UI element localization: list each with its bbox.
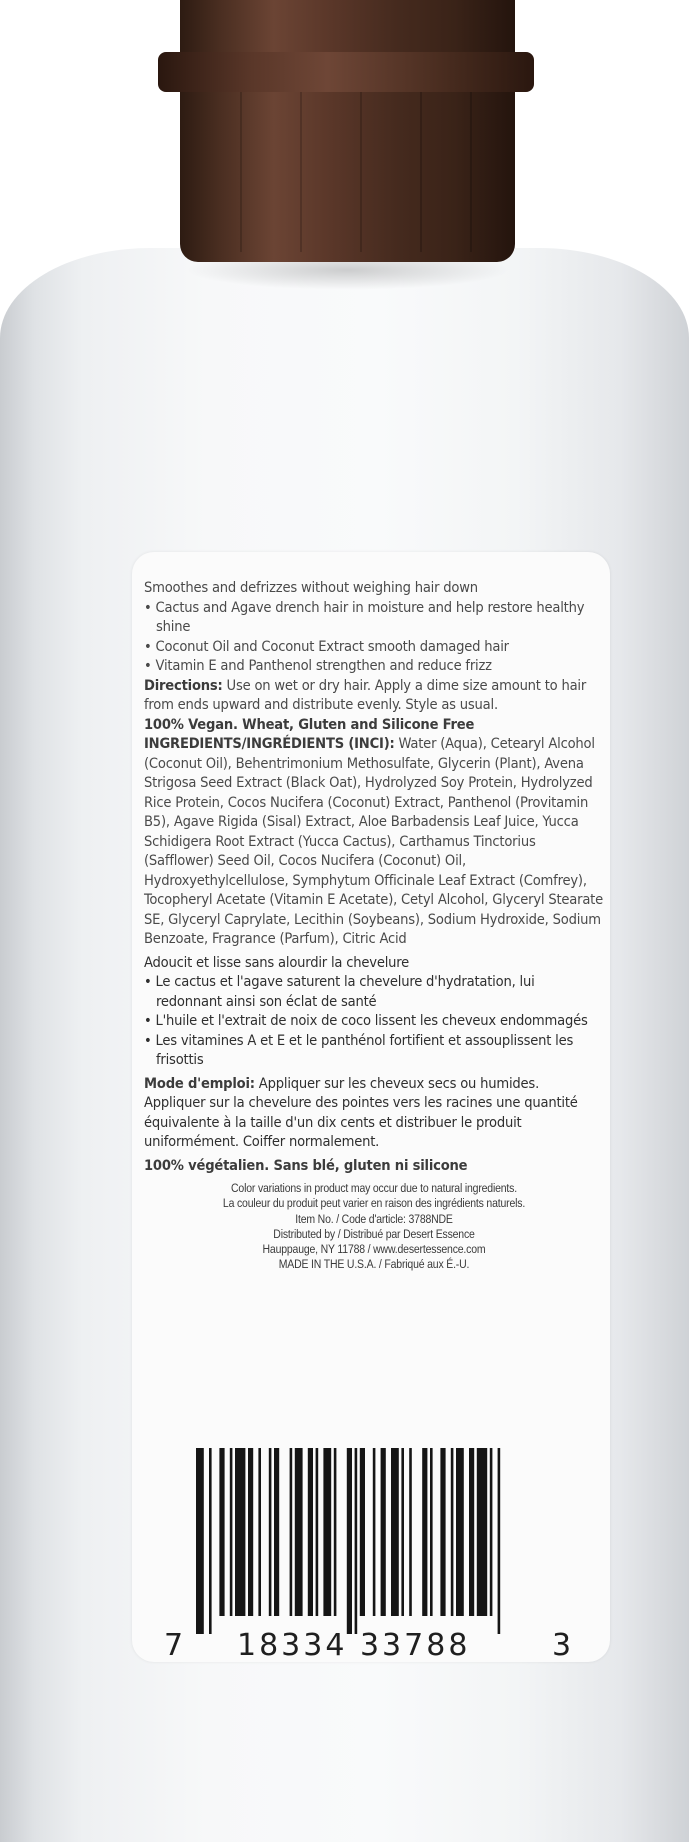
bottle-cap bbox=[180, 0, 515, 262]
barcode-bar bbox=[391, 1448, 399, 1616]
fine-print bbox=[144, 1181, 604, 1273]
ingredients-heading: INGREDIENTS/INGRÉDIENTS (INCI): bbox=[144, 735, 395, 752]
barcode-bar bbox=[334, 1448, 337, 1616]
cap-ridge bbox=[470, 92, 472, 252]
barcode-bar bbox=[360, 1448, 365, 1616]
label-text bbox=[144, 578, 604, 1273]
barcode-bar bbox=[316, 1448, 319, 1616]
fine-print-line: La couleur du produit peut varier en raison des ingrédients naturels. bbox=[222, 1196, 526, 1211]
barcode-bar bbox=[355, 1448, 358, 1634]
fine-print-line: MADE IN THE U.S.A. / Fabriqué aux É.-U. bbox=[278, 1257, 470, 1272]
barcode-bar bbox=[490, 1448, 493, 1616]
vegan-claim: 100% Vegan. Wheat, Gluten and Silicone Free bbox=[144, 715, 475, 733]
en-bullet: • Cactus and Agave drench hair in moisture and help restore healthy shine bbox=[144, 598, 585, 635]
barcode-bar bbox=[381, 1448, 386, 1616]
fr-intro: Adoucit et lisse sans alourdir la chevelure bbox=[144, 953, 410, 971]
barcode-bar bbox=[456, 1448, 464, 1616]
cap-ridge bbox=[360, 92, 362, 252]
directions-heading: Directions: bbox=[144, 676, 223, 694]
barcode-bar bbox=[308, 1448, 313, 1616]
barcode-bar bbox=[469, 1448, 474, 1616]
barcode-digit-first: 7 bbox=[164, 1628, 186, 1663]
en-bullet: • Vitamin E and Panthenol strengthen and reduce frizz bbox=[144, 657, 492, 674]
barcode-bar bbox=[230, 1448, 233, 1616]
fr-bullet: • Les vitamines A et E et le panthénol fortifient et assouplissent les frisottis bbox=[144, 1031, 574, 1068]
barcode-bar bbox=[422, 1448, 427, 1616]
barcode-bar bbox=[373, 1448, 376, 1616]
barcode-bar bbox=[258, 1448, 261, 1616]
barcode-bar bbox=[219, 1448, 224, 1616]
barcode-bar bbox=[209, 1448, 212, 1634]
en-bullet: • Coconut Oil and Coconut Extract smooth damaged hair bbox=[144, 637, 509, 655]
barcode-bar bbox=[248, 1448, 253, 1616]
fr-vegan-claim: 100% végétalien. Sans blé, gluten ni silicone bbox=[144, 1156, 468, 1174]
barcode bbox=[196, 1448, 546, 1634]
ingredients bbox=[144, 734, 604, 949]
barcode-bar bbox=[290, 1448, 293, 1616]
directions bbox=[144, 676, 604, 715]
barcode-bar bbox=[498, 1448, 501, 1634]
fr-bullet: • Le cactus et l'agave saturent la chevelure d'hydratation, lui redonnant ainsi son éclat de santé bbox=[144, 973, 535, 1010]
directions-text: Use on wet or dry hair. Apply a dime size amount to hair from ends upward and distribute evenly. Style as usual. bbox=[144, 676, 587, 713]
barcode-bar bbox=[451, 1448, 454, 1616]
fr-directions-text: Appliquer sur les cheveux secs ou humides. Appliquer sur la chevelure des pointes vers les racines une quantité équivalente à la taille d'un dix cents et distribuer le produit uniformément. Coiffer normalement. bbox=[144, 1074, 578, 1150]
barcode-bar bbox=[440, 1448, 445, 1616]
cap-ridge bbox=[300, 92, 302, 252]
barcode-bar bbox=[430, 1448, 433, 1616]
barcode-bar bbox=[347, 1448, 352, 1634]
fine-print-line: Color variations in product may occur due to natural ingredients. bbox=[231, 1181, 517, 1195]
barcode-bar bbox=[401, 1448, 404, 1616]
barcode-bar bbox=[295, 1448, 303, 1616]
barcode-digits: 18334 33788 bbox=[237, 1628, 471, 1663]
barcode-bar bbox=[477, 1448, 487, 1616]
cap-rim bbox=[158, 52, 534, 92]
fine-print-line: Item No. / Code d'article: 3788NDE bbox=[295, 1211, 453, 1226]
fr-directions-heading: Mode d'emploi: bbox=[144, 1074, 255, 1092]
ingredients-text: Water (Aqua), Cetearyl Alcohol (Coconut Oil), Behentrimonium Methosulfate, Glycerin (Plant), Avena Strigosa Seed Extract (Black Oat), Hydrolyzed Soy Protein, Hydrolyzed Rice Protein, Cocos Nucifera (Coconut) Extract, Panthenol (Provitamin B5), Agave Rigida (Sisal) Extract, Aloe Barbadensis Leaf Juice, Yucca Schidigera Root Extract (Yucca Cactus), Carthamus Tinctorius (Safflower) Seed Oil, Cocos Nucifera (Coconut) Oil, Hydroxyethylcellulose, Symphytum Officinale Leaf Extract (Comfrey), Tocopheryl Acetate (Vitamin E Acetate), Cetyl Alcohol, Glyceryl Stearate SE, Glyceryl Caprylate, Lecithin (Soybeans), Sodium Hydroxide, Sodium Benzoate, Fragrance (Parfum), Citric Acid bbox=[144, 735, 603, 947]
fr-bullet: • L'huile et l'extrait de noix de coco lissent les cheveux endommagés bbox=[144, 1012, 588, 1029]
cap-ridge bbox=[240, 92, 242, 252]
barcode-digit-last: 3 bbox=[552, 1628, 574, 1663]
barcode-bar bbox=[409, 1448, 412, 1616]
en-intro: Smoothes and defrizzes without weighing hair down bbox=[144, 579, 478, 596]
barcode-bar bbox=[269, 1448, 272, 1616]
barcode-bar bbox=[274, 1448, 279, 1616]
barcode-bar bbox=[235, 1448, 245, 1616]
fine-print-line: Distributed by / Distribué par Desert Essence bbox=[273, 1226, 475, 1241]
cap-ridge bbox=[420, 92, 422, 252]
barcode-bar bbox=[323, 1448, 331, 1616]
fine-print-line: Hauppauge, NY 11788 / www.desertessence.com bbox=[262, 1242, 486, 1257]
fr-directions bbox=[144, 1074, 604, 1152]
barcode-bar bbox=[196, 1448, 204, 1634]
